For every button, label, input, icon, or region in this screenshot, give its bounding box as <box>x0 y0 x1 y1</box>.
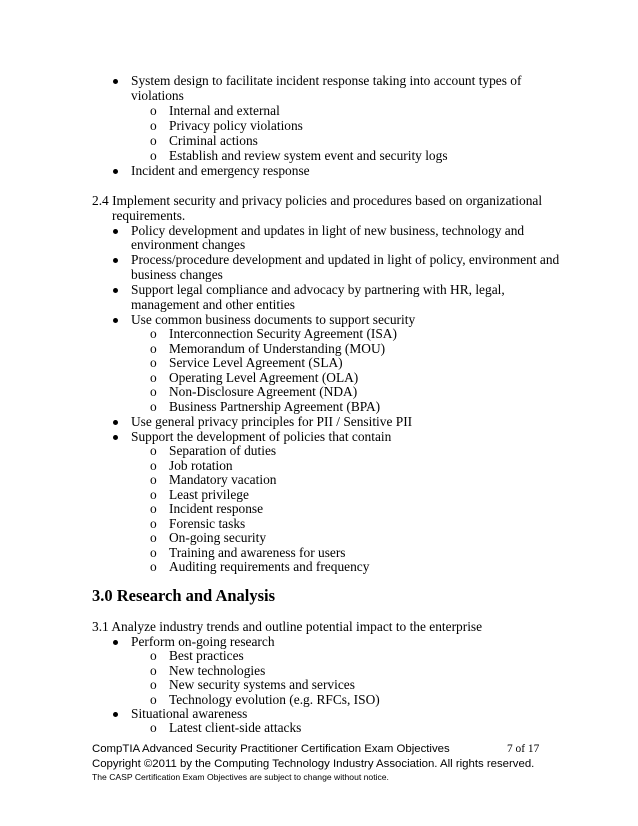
sub-list-item: Memorandum of Understanding (MOU) <box>169 341 386 356</box>
bullet-icon <box>113 420 118 425</box>
section-heading-3-1: 3.1 Analyze industry trends and outline potential impact to the enterprise <box>92 619 483 634</box>
circle-bullet-icon: o <box>150 384 157 399</box>
circle-bullet-icon: o <box>150 399 157 414</box>
list-item: Support the development of policies that contain <box>131 429 392 444</box>
footer-title: CompTIA Advanced Security Practitioner Certification Exam Objectives <box>92 743 450 755</box>
bullet-icon <box>113 318 118 323</box>
sub-list-item: Internal and external <box>169 103 280 118</box>
circle-bullet-icon: o <box>150 559 157 574</box>
circle-bullet-icon: o <box>150 501 157 516</box>
circle-bullet-icon: o <box>150 720 157 735</box>
sub-list-item: Forensic tasks <box>169 516 246 531</box>
bullet-icon <box>113 288 118 293</box>
sub-list-item: Interconnection Security Agreement (ISA) <box>169 326 397 341</box>
sub-list-item: Privacy policy violations <box>169 118 303 133</box>
list-item-continuation: business changes <box>131 267 223 282</box>
sub-list-item: Business Partnership Agreement (BPA) <box>169 399 381 414</box>
footer-copyright: Copyright ©2011 by the Computing Technology Industry Association. All rights reserved. <box>92 758 535 770</box>
circle-bullet-icon: o <box>150 148 157 163</box>
sub-list-item: Operating Level Agreement (OLA) <box>169 370 359 385</box>
list-item: Policy development and updates in light of new business, technology and <box>131 223 525 238</box>
list-item-continuation: management and other entities <box>131 297 295 312</box>
list-item: Use general privacy principles for PII / Sensitive PII <box>131 414 413 429</box>
circle-bullet-icon: o <box>150 370 157 385</box>
section-heading-2-4: 2.4 Implement security and privacy policies and procedures based on organizational <box>92 193 543 208</box>
circle-bullet-icon: o <box>150 355 157 370</box>
bullet-icon <box>113 79 118 84</box>
circle-bullet-icon: o <box>150 648 157 663</box>
list-item: Situational awareness <box>131 706 248 721</box>
list-item: Support legal compliance and advocacy by partnering with HR, legal, <box>131 282 505 297</box>
page-number: 7 of 17 <box>507 743 540 755</box>
sub-list-item: Training and awareness for users <box>169 545 346 560</box>
section-heading-3-0: 3.0 Research and Analysis <box>92 586 276 605</box>
list-item: Process/procedure development and updated in light of policy, environment and <box>131 252 560 267</box>
sub-list-item: Technology evolution (e.g. RFCs, ISO) <box>169 692 380 707</box>
footer-notice: The CASP Certification Exam Objectives are subject to change without notice. <box>92 772 389 782</box>
bullet-icon <box>113 712 118 717</box>
sub-list-item: Non-Disclosure Agreement (NDA) <box>169 384 358 399</box>
circle-bullet-icon: o <box>150 443 157 458</box>
circle-bullet-icon: o <box>150 472 157 487</box>
circle-bullet-icon: o <box>150 458 157 473</box>
sub-list-item: On-going security <box>169 530 267 545</box>
circle-bullet-icon: o <box>150 677 157 692</box>
circle-bullet-icon: o <box>150 133 157 148</box>
circle-bullet-icon: o <box>150 118 157 133</box>
sub-list-item: Latest client-side attacks <box>169 720 302 735</box>
bullet-icon <box>113 169 118 174</box>
circle-bullet-icon: o <box>150 663 157 678</box>
list-item: Incident and emergency response <box>131 163 310 178</box>
sub-list-item: Incident response <box>169 501 264 516</box>
list-item-continuation: environment changes <box>131 237 246 252</box>
list-item: Perform on-going research <box>131 634 275 649</box>
list-item: Use common business documents to support security <box>131 312 416 327</box>
list-item-continuation: violations <box>131 88 184 103</box>
circle-bullet-icon: o <box>150 516 157 531</box>
circle-bullet-icon: o <box>150 530 157 545</box>
circle-bullet-icon: o <box>150 692 157 707</box>
sub-list-item: Criminal actions <box>169 133 258 148</box>
sub-list-item: Auditing requirements and frequency <box>169 559 370 574</box>
sub-list-item: Best practices <box>169 648 244 663</box>
circle-bullet-icon: o <box>150 341 157 356</box>
bullet-icon <box>113 435 118 440</box>
circle-bullet-icon: o <box>150 545 157 560</box>
circle-bullet-icon: o <box>150 326 157 341</box>
circle-bullet-icon: o <box>150 103 157 118</box>
bullet-icon <box>113 258 118 263</box>
sub-list-item: Service Level Agreement (SLA) <box>169 355 343 370</box>
list-item: System design to facilitate incident response taking into account types of <box>131 73 522 88</box>
sub-list-item: Establish and review system event and security logs <box>169 148 448 163</box>
circle-bullet-icon: o <box>150 487 157 502</box>
section-heading-continuation: requirements. <box>112 208 186 223</box>
sub-list-item: Job rotation <box>169 458 233 473</box>
sub-list-item: New technologies <box>169 663 266 678</box>
bullet-icon <box>113 640 118 645</box>
sub-list-item: Least privilege <box>169 487 249 502</box>
sub-list-item: Separation of duties <box>169 443 277 458</box>
sub-list-item: Mandatory vacation <box>169 472 277 487</box>
bullet-icon <box>113 229 118 234</box>
sub-list-item: New security systems and services <box>169 677 355 692</box>
